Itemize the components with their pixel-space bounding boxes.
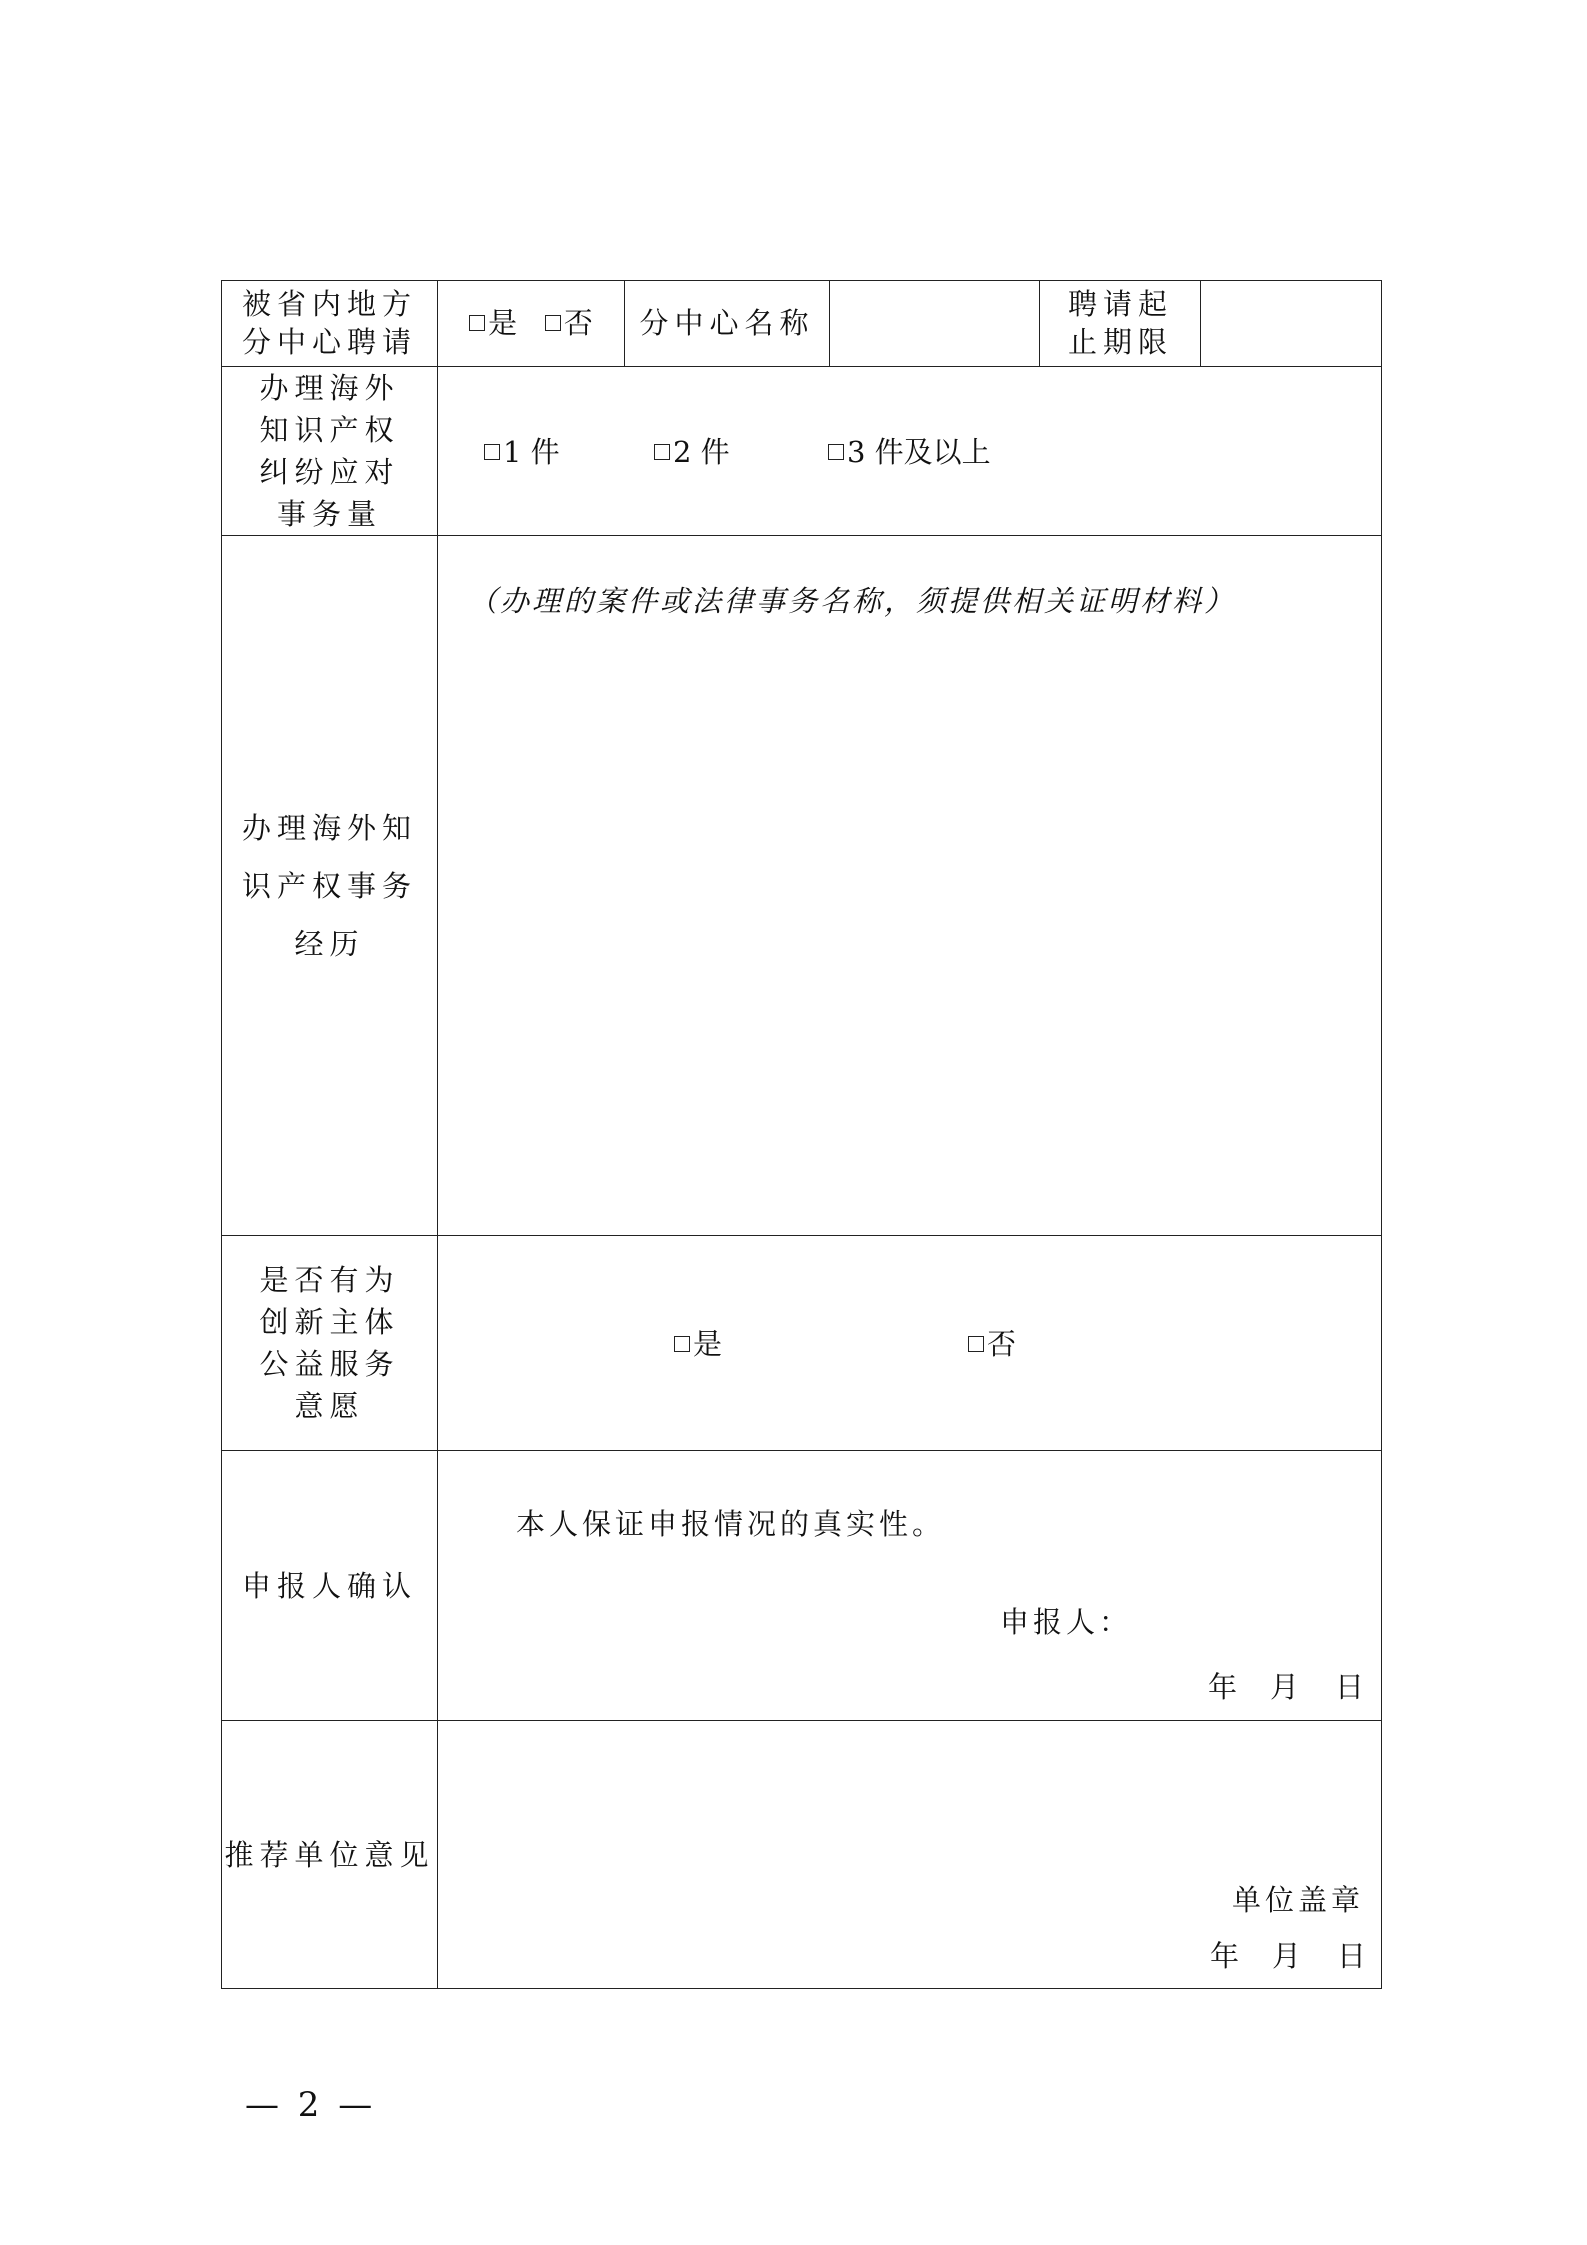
row-recommend — [222, 1721, 1382, 1989]
signer-label: 申报人： — [1000, 1605, 1133, 1640]
field-term[interactable] — [1201, 281, 1382, 367]
row-confirm — [222, 1451, 1382, 1721]
hire-yes-option[interactable]: 是 — [469, 306, 517, 340]
label-hire: 被省内地方分中心聘请 — [222, 281, 438, 367]
row-willingness — [222, 1236, 1382, 1451]
recommend-block — [438, 1721, 1382, 1989]
field-experience[interactable] — [438, 536, 1382, 1236]
label-center-name: 分中心名称 — [625, 281, 830, 367]
recommend-year: 年 — [1210, 1939, 1240, 1974]
volume-option-3[interactable]: 3 件及以上 — [828, 431, 991, 473]
volume-options — [438, 367, 1382, 536]
checkbox-icon[interactable] — [654, 444, 670, 460]
willingness-no-option[interactable]: 否 — [968, 1323, 1016, 1365]
hire-no-option[interactable]: 否 — [545, 306, 593, 340]
checkbox-icon[interactable] — [828, 444, 844, 460]
checkbox-icon[interactable] — [545, 315, 561, 331]
application-form-table — [221, 280, 1382, 1989]
willingness-options — [438, 1236, 1382, 1451]
row-experience — [222, 536, 1382, 1236]
field-center-name[interactable] — [830, 281, 1040, 367]
seal-label: 单位盖章 — [1232, 1883, 1365, 1918]
label-term: 聘请起止期限 — [1040, 281, 1201, 367]
label-confirm: 申报人确认 — [222, 1451, 438, 1721]
label-volume: 办理海外知识产权纠纷应对事务量 — [222, 367, 438, 536]
volume-option-2[interactable]: 2 件 — [654, 431, 730, 473]
experience-hint: （办理的案件或法律事务名称，须提供相关证明材料） — [468, 584, 1237, 619]
row-volume — [222, 367, 1382, 536]
confirm-year: 年 — [1208, 1670, 1238, 1705]
confirm-statement: 本人保证申报情况的真实性。 — [516, 1507, 946, 1542]
recommend-month: 月 — [1272, 1939, 1302, 1974]
confirm-day: 日 — [1335, 1670, 1365, 1705]
label-experience: 办理海外知识产权事务经历 — [222, 536, 438, 1236]
willingness-yes-option[interactable]: 是 — [674, 1323, 722, 1365]
label-willingness: 是否有为创新主体公益服务意愿 — [222, 1236, 438, 1451]
row-hire — [222, 281, 1382, 367]
confirm-month: 月 — [1270, 1670, 1300, 1705]
checkbox-icon[interactable] — [469, 315, 485, 331]
checkbox-icon[interactable] — [968, 1336, 984, 1352]
hire-options — [438, 281, 625, 367]
recommend-day: 日 — [1337, 1939, 1367, 1974]
page-number: — 2 — — [245, 2085, 377, 2125]
confirm-block — [438, 1451, 1382, 1721]
checkbox-icon[interactable] — [674, 1336, 690, 1352]
volume-option-1[interactable]: 1 件 — [484, 431, 560, 473]
checkbox-icon[interactable] — [484, 444, 500, 460]
label-recommend: 推荐单位意见 — [222, 1721, 438, 1989]
